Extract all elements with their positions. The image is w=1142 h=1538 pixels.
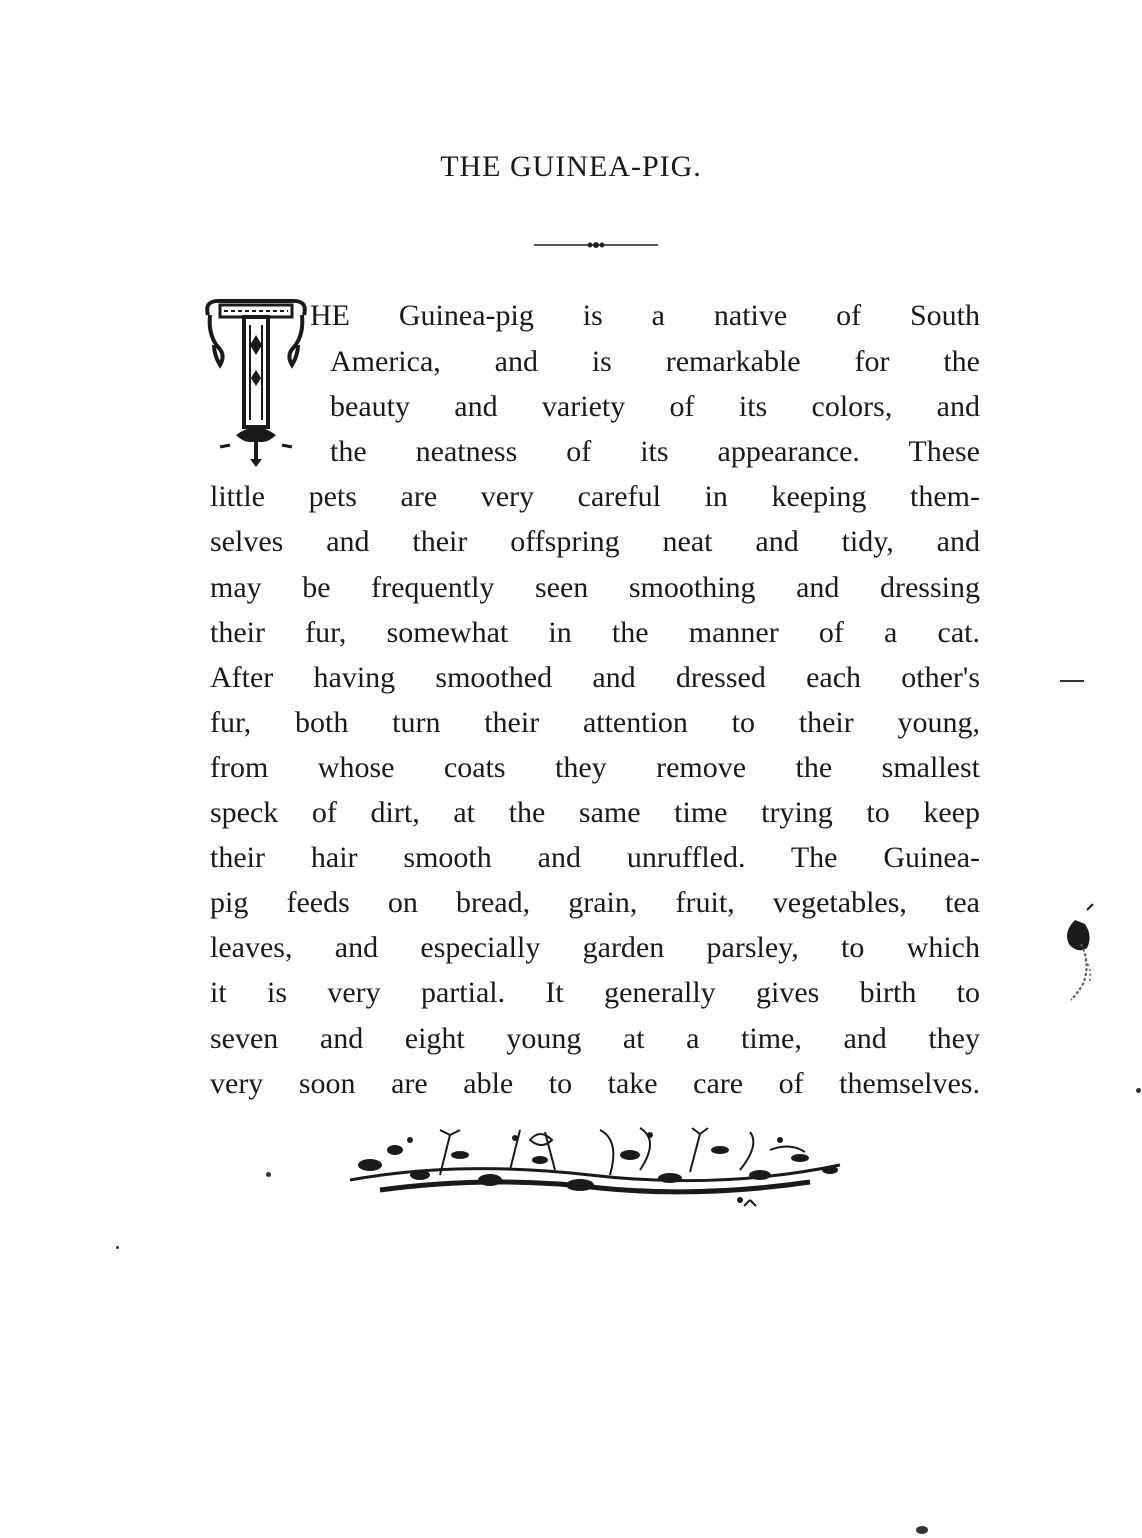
text-line-1: HE Guinea-pig is a native of South <box>310 299 980 332</box>
text-line-15: leaves, and especially garden parsley, to which <box>210 931 980 964</box>
text-line-12: speck of dirt, at the same time trying to keep <box>210 796 980 829</box>
drop-cap-ornament-icon <box>200 295 312 470</box>
text-line-17: seven and eight young at a time, and they <box>210 1022 980 1055</box>
text-line-2: America, and is remarkable for the <box>330 345 980 378</box>
print-speck <box>266 1172 271 1177</box>
page-title: THE GUINEA-PIG. <box>440 150 702 183</box>
text-line-10: fur, both turn their attention to their young, <box>210 706 980 739</box>
foliage-vignette-icon <box>340 1120 850 1210</box>
ornamental-rule <box>534 238 658 252</box>
text-line-4: the neatness of its appearance. These <box>330 435 980 468</box>
margin-bird-sketch-icon <box>1055 900 1105 1010</box>
print-speck <box>116 1246 119 1249</box>
text-line-8: their fur, somewhat in the manner of a cat. <box>210 616 980 649</box>
text-line-16: it is very partial. It generally gives birth to <box>210 976 980 1009</box>
margin-mark <box>1060 680 1084 682</box>
text-line-5: little pets are very careful in keeping them- <box>210 480 980 513</box>
text-line-6: selves and their offspring neat and tidy, and <box>210 525 980 558</box>
text-line-18: very soon are able to take care of themselves. <box>210 1067 980 1100</box>
text-line-13: their hair smooth and unruffled. The Guinea- <box>210 841 980 874</box>
text-line-7: may be frequently seen smoothing and dressing <box>210 571 980 604</box>
print-speck <box>1136 1088 1141 1093</box>
text-line-14: pig feeds on bread, grain, fruit, vegetables, tea <box>210 886 980 919</box>
text-line-3: beauty and variety of its colors, and <box>330 390 980 423</box>
drop-cap-initial <box>200 295 312 470</box>
text-line-11: from whose coats they remove the smallest <box>210 751 980 784</box>
print-speck <box>916 1526 928 1534</box>
text-line-9: After having smoothed and dressed each other's <box>210 661 980 694</box>
